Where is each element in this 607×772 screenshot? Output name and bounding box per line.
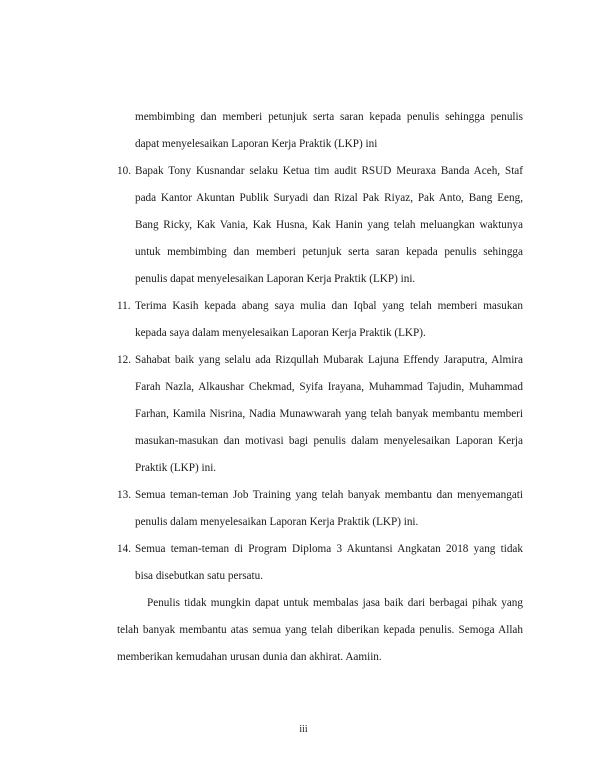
list-item-line: Semua teman-teman Job Training yang telah banyak membantu dan menyemangati bbox=[135, 489, 523, 501]
list-item-number: 14. bbox=[117, 543, 131, 555]
list-item-line: penulis dalam menyelesaikan Laporan Kerja Praktik (LKP) ini. bbox=[135, 516, 419, 528]
closing-paragraph-line: telah banyak membantu atas semua yang telah diberikan kepada penulis. Semoga Allah bbox=[117, 624, 523, 636]
list-item-line: kepada saya dalam menyelesaikan Laporan Kerja Praktik (LKP). bbox=[135, 327, 426, 339]
list-item-line: Semua teman-teman di Program Diploma 3 Akuntansi Angkatan 2018 yang tidak bbox=[135, 543, 523, 555]
closing-paragraph-line: Penulis tidak mungkin dapat untuk membalas jasa baik dari berbagai pihak yang bbox=[147, 597, 523, 609]
list-item-line: Sahabat baik yang selalu ada Rizqullah Mubarak Lajuna Effendy Jaraputra, Almira bbox=[135, 354, 523, 366]
page-number: iii bbox=[299, 724, 308, 735]
continuation-line: membimbing dan memberi petunjuk serta saran kepada penulis sehingga penulis bbox=[135, 111, 523, 123]
list-item-line: Praktik (LKP) ini. bbox=[135, 462, 217, 474]
list-item-line: bisa disebutkan satu persatu. bbox=[135, 570, 264, 582]
list-item-number: 11. bbox=[117, 300, 131, 312]
list-item-number: 12. bbox=[117, 354, 131, 366]
list-item-line: Bapak Tony Kusnandar selaku Ketua tim audit RSUD Meuraxa Banda Aceh, Staf bbox=[135, 165, 523, 177]
list-item-line: Farhan, Kamila Nisrina, Nadia Munawwarah yang telah banyak membantu memberi bbox=[135, 408, 523, 420]
list-item-number: 13. bbox=[117, 489, 131, 501]
list-item-line: Terima Kasih kepada abang saya mulia dan Iqbal yang telah memberi masukan bbox=[135, 300, 523, 312]
list-item-line: penulis dapat menyelesaikan Laporan Kerja Praktik (LKP) ini. bbox=[135, 273, 416, 285]
continuation-line: dapat menyelesaikan Laporan Kerja Praktik (LKP) ini bbox=[135, 138, 378, 150]
list-item-line: Farah Nazla, Alkaushar Chekmad, Syifa Irayana, Muhammad Tajudin, Muhammad bbox=[135, 381, 523, 393]
list-item-number: 10. bbox=[117, 165, 131, 177]
list-item-line: pada Kantor Akuntan Publik Suryadi dan Rizal Pak Riyaz, Pak Anto, Bang Eeng, bbox=[135, 192, 523, 204]
closing-paragraph-line: memberikan kemudahan urusan dunia dan akhirat. Aamiin. bbox=[117, 651, 382, 663]
list-item-line: masukan-masukan dan motivasi bagi penulis dalam menyelesaikan Laporan Kerja bbox=[135, 435, 523, 447]
list-item-line: Bang Ricky, Kak Vania, Kak Husna, Kak Hanin yang telah meluangkan waktunya bbox=[135, 219, 523, 231]
list-item-line: untuk membimbing dan memberi petunjuk serta saran kepada penulis sehingga bbox=[135, 246, 523, 258]
